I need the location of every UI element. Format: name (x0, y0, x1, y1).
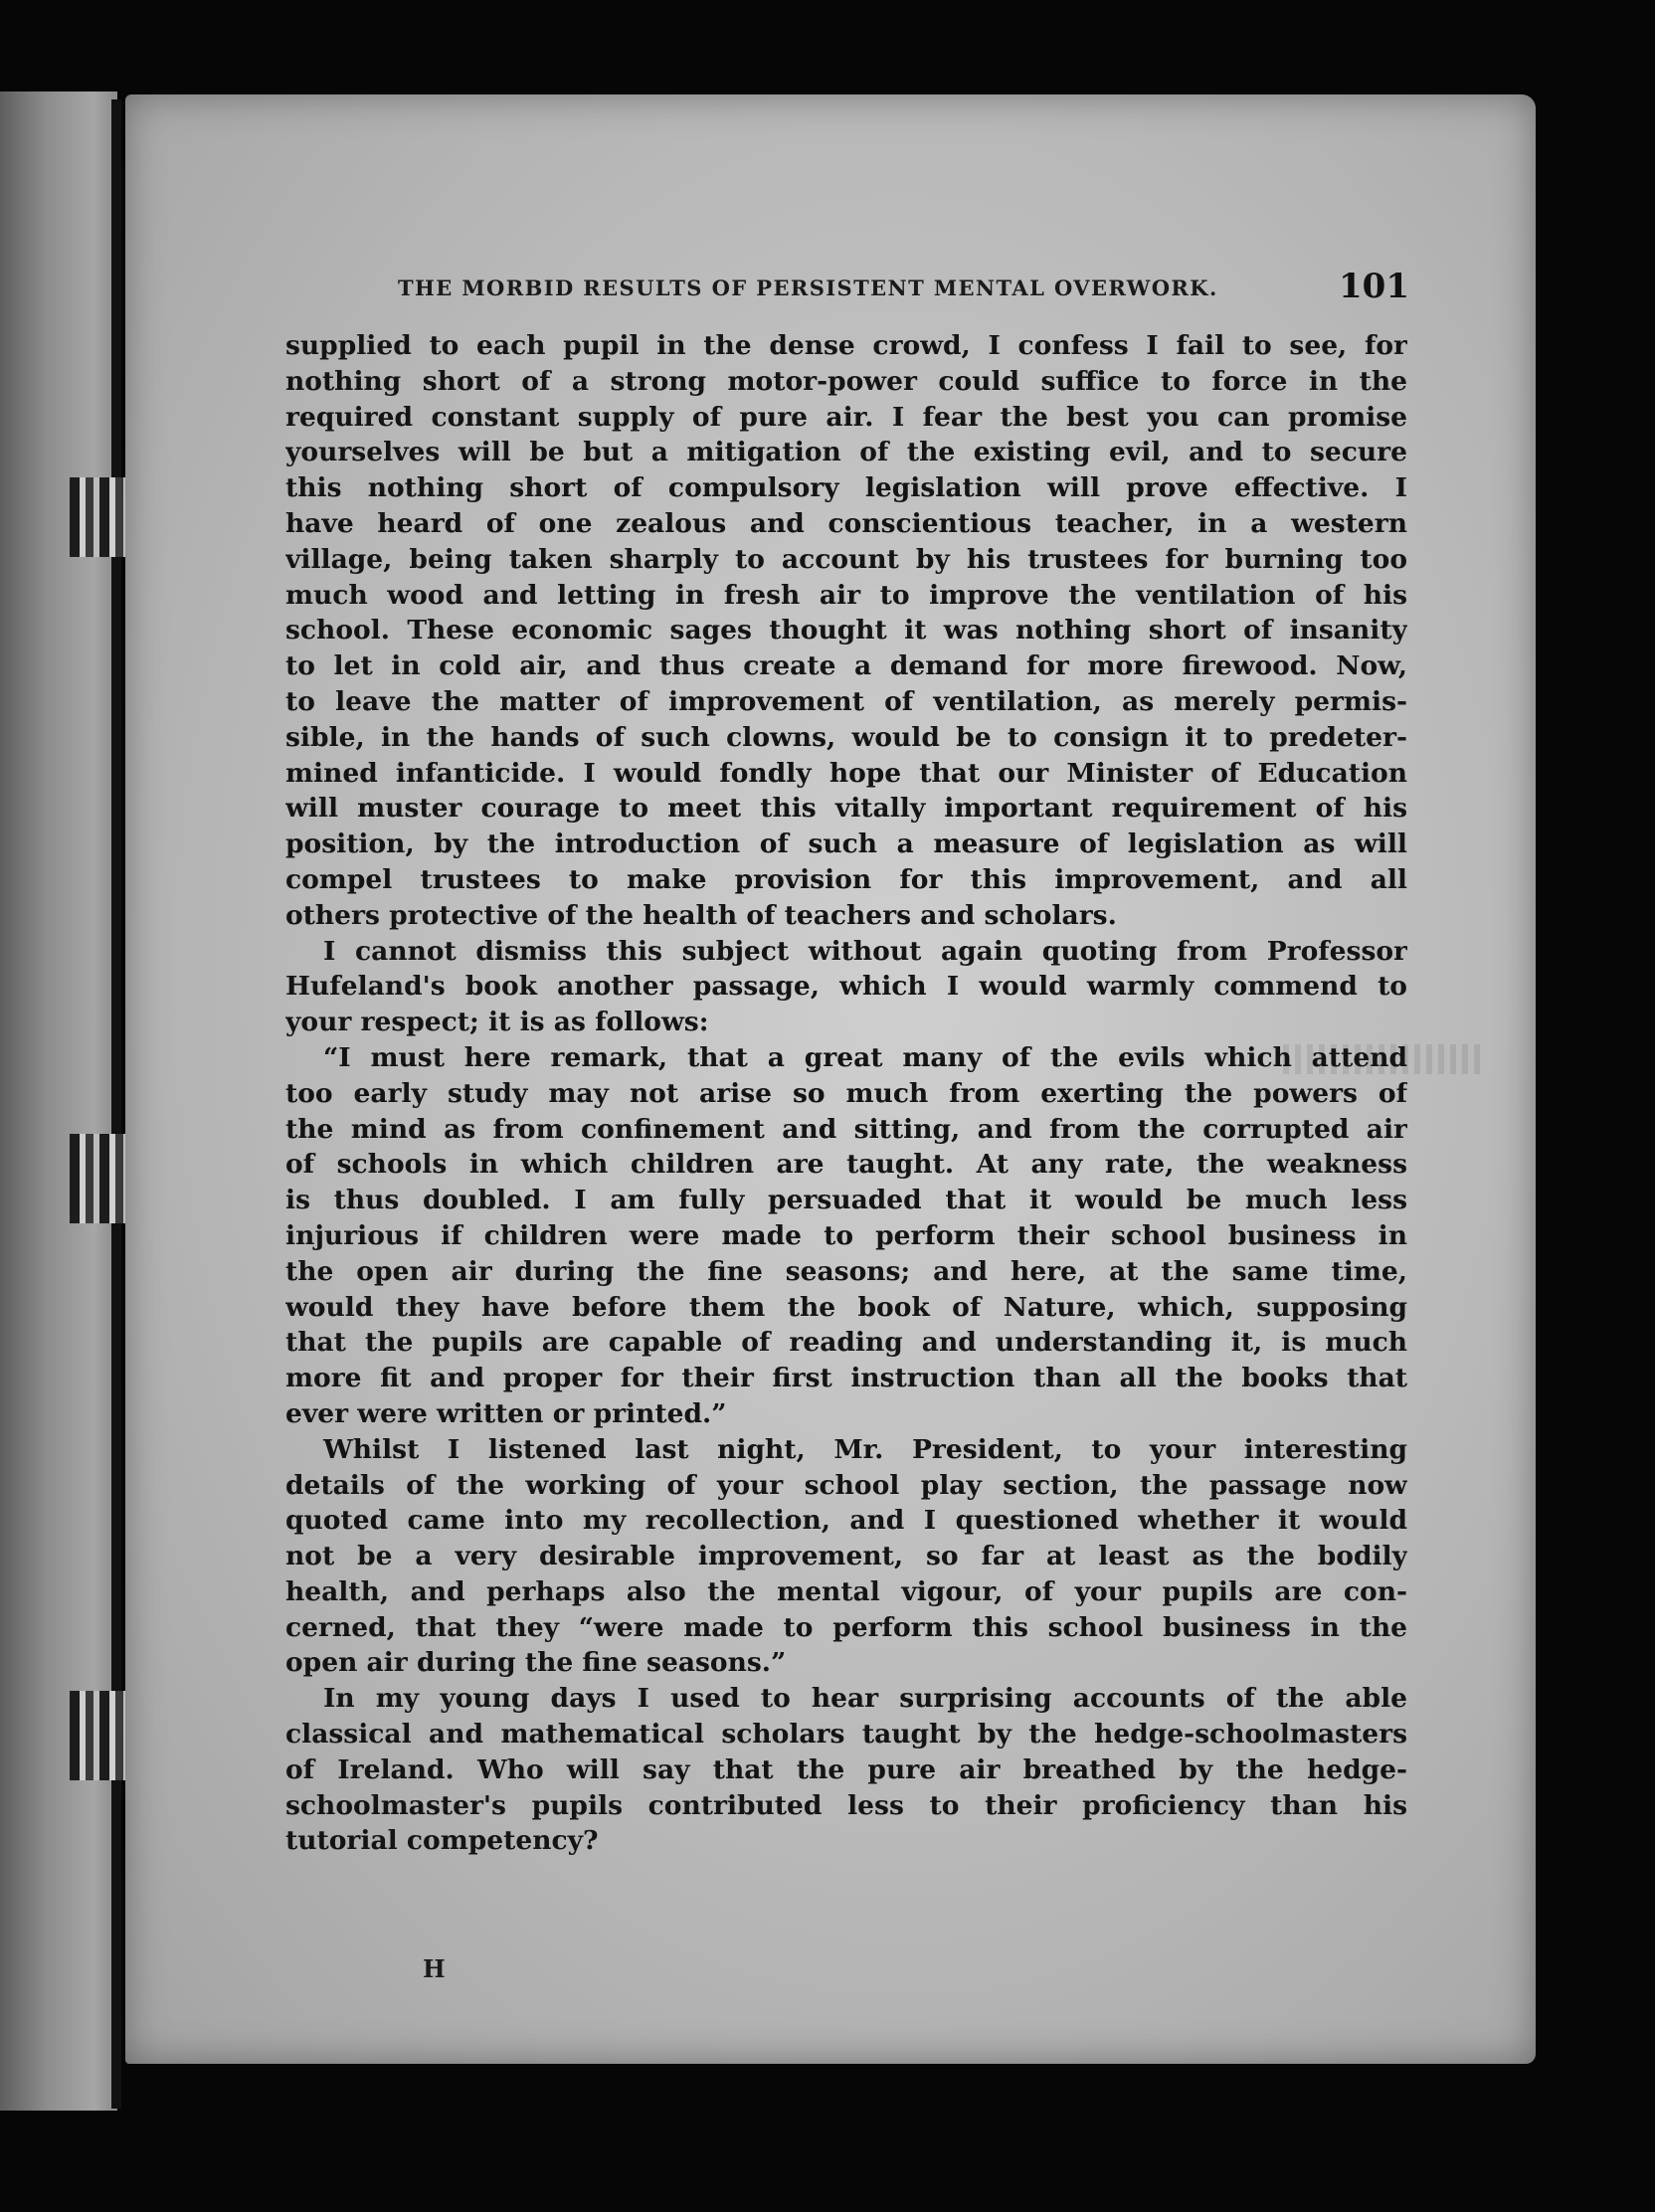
text-line: ever were written or printed.” (285, 1397, 727, 1429)
text-line: village, being taken sharply to account by his trustees for burning too (285, 543, 1407, 575)
text-line: I cannot dismiss this subject without again quoting from Professor (323, 935, 1407, 967)
text-line: position, by the introduction of such a measure of legislation as will (285, 829, 1407, 860)
running-title: THE MORBID RESULTS OF PERSISTENT MENTAL OVERWORK. (398, 276, 1218, 300)
text-line: supplied to each pupil in the dense crowd, I confess I fail to see, for (285, 330, 1407, 361)
text-line: mined infanticide. I would fondly hope that our Minister of Education (285, 757, 1407, 789)
text-line: that the pupils are capable of reading and understanding it, is much (285, 1327, 1407, 1359)
text-line: school. These economic sages thought it was nothing short of insanity (285, 615, 1407, 646)
running-header (398, 261, 1392, 300)
text-line: more fit and proper for their first instruction than all the books that (285, 1363, 1407, 1394)
text-line: the mind as from confinement and sitting, and from the corrupted air (285, 1113, 1407, 1145)
text-line: of schools in which children are taught. At any rate, the weakness (285, 1149, 1407, 1181)
text-line: have heard of one zealous and conscientious teacher, in a western (285, 507, 1407, 539)
text-line: is thus doubled. I am fully persuaded that it would be much less (285, 1185, 1407, 1216)
text-line: tutorial competency? (285, 1825, 599, 1857)
binding-gutter (111, 99, 121, 2109)
text-line: this nothing short of compulsory legislation will prove effective. I (285, 472, 1407, 504)
text-line: injurious if children were made to perform their school business in (285, 1219, 1407, 1251)
text-line: health, and perhaps also the mental vigour, of your pupils are con- (285, 1575, 1407, 1607)
text-line: too early study may not arise so much from exerting the powers of (285, 1077, 1407, 1109)
text-line: will muster courage to meet this vitally important requirement of his (285, 793, 1407, 825)
text-line: the open air during the fine seasons; and here, at the same time, (285, 1255, 1407, 1287)
text-line: open air during the fine seasons.” (285, 1647, 787, 1679)
text-line: sible, in the hands of such clowns, would be to consign it to predeter- (285, 721, 1407, 753)
page-number: 101 (1339, 267, 1409, 306)
text-line: compel trustees to make provision for this improvement, and all (285, 863, 1407, 895)
facing-page-edge (0, 92, 117, 2111)
text-line: your respect; it is as follows: (285, 1007, 709, 1038)
text-line: not be a very desirable improvement, so far at least as the bodily (285, 1541, 1407, 1572)
text-line: cerned, that they “were made to perform this school business in the (285, 1611, 1407, 1643)
text-line: of Ireland. Who will say that the pure air breathed by the hedge- (285, 1753, 1407, 1785)
text-line: to leave the matter of improvement of ventilation, as merely permis- (285, 685, 1407, 717)
text-line: others protective of the health of teachers and scholars. (285, 899, 1117, 931)
text-line: would they have before them the book of Nature, which, supposing (285, 1291, 1407, 1323)
text-line: quoted came into my recollection, and I questioned whether it would (285, 1505, 1407, 1537)
text-line: In my young days I used to hear surprising accounts of the able (323, 1683, 1407, 1715)
text-line: yourselves will be but a mitigation of the existing evil, and to secure (285, 437, 1407, 468)
text-line: “I must here remark, that a great many of the evils which attend (323, 1041, 1407, 1073)
text-line: nothing short of a strong motor-power could suffice to force in the (285, 365, 1407, 397)
text-line: Hufeland's book another passage, which I would warmly commend to (285, 971, 1407, 1003)
text-line: much wood and letting in fresh air to improve the ventilation of his (285, 579, 1407, 611)
text-line: to let in cold air, and thus create a demand for more firewood. Now, (285, 650, 1407, 682)
text-line: classical and mathematical scholars taught by the hedge-schoolmasters (285, 1719, 1407, 1751)
text-line: required constant supply of pure air. I fear the best you can promise (285, 401, 1407, 433)
text-line: Whilst I listened last night, Mr. President, to your interesting (323, 1433, 1407, 1465)
signature-mark: H (423, 1954, 446, 1983)
text-line: details of the working of your school play section, the passage now (285, 1469, 1407, 1501)
body-text (285, 328, 1407, 1859)
text-line: schoolmaster's pupils contributed less to their proficiency than his (285, 1789, 1407, 1821)
